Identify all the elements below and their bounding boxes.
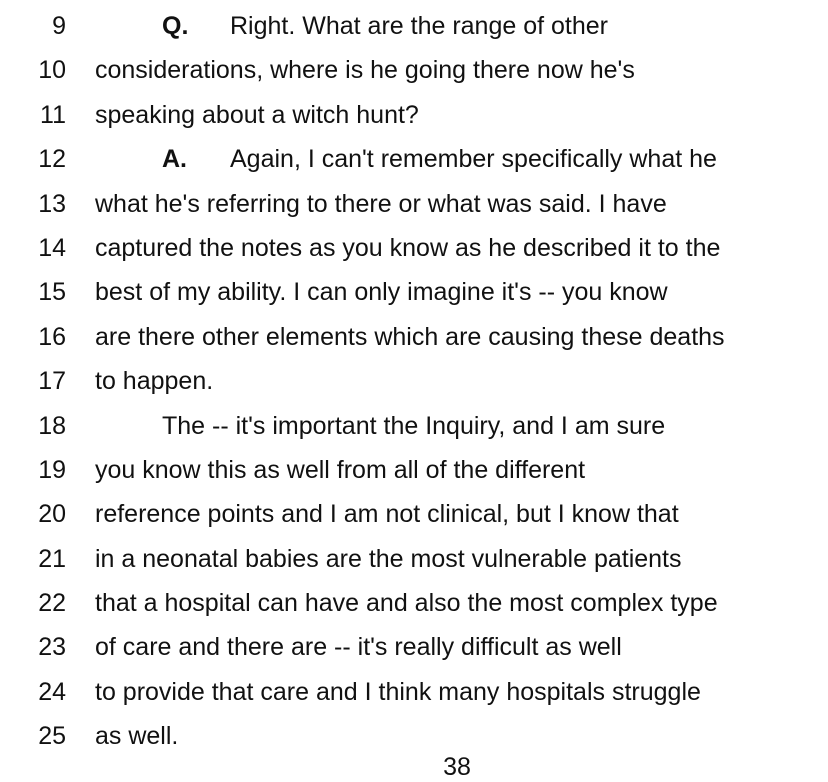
line-text <box>95 581 718 625</box>
line-content: of care and there are -- it's really difficult as well <box>95 633 622 662</box>
line-text <box>95 537 682 581</box>
line-text <box>162 4 608 48</box>
speaker-label: Q. <box>162 12 189 40</box>
line-text <box>95 448 585 492</box>
line-text <box>95 492 679 536</box>
transcript-line <box>0 226 828 270</box>
line-number: 17 <box>38 367 66 396</box>
transcript-line <box>0 270 828 314</box>
line-text <box>95 270 668 314</box>
line-number: 22 <box>38 589 66 618</box>
line-number: 18 <box>38 411 66 440</box>
line-number: 13 <box>38 189 66 218</box>
line-number: 10 <box>38 56 66 85</box>
transcript-line <box>0 315 828 359</box>
line-number: 16 <box>38 322 66 351</box>
line-content: considerations, where is he going there now he's <box>95 56 635 85</box>
line-content: Again, I can't remember specifically what he <box>230 145 717 174</box>
page-number: 38 <box>443 753 471 781</box>
transcript-line <box>0 670 828 714</box>
transcript-lines <box>0 4 828 759</box>
speaker-label: A. <box>162 145 187 174</box>
transcript-line <box>0 448 828 492</box>
line-content: to provide that care and I think many hospitals struggle <box>95 677 701 706</box>
line-content: that a hospital can have and also the most complex type <box>95 589 718 618</box>
transcript-line <box>0 48 828 92</box>
line-content: in a neonatal babies are the most vulnerable patients <box>95 544 682 573</box>
line-text <box>95 670 701 714</box>
line-number: 11 <box>40 100 66 129</box>
line-text <box>95 625 622 669</box>
line-text <box>95 182 667 226</box>
line-number: 23 <box>38 633 66 662</box>
transcript-line <box>0 537 828 581</box>
line-content: best of my ability. I can only imagine it's -- you know <box>95 278 668 307</box>
line-content: The -- it's important the Inquiry, and I am sure <box>162 411 666 440</box>
line-content: are there other elements which are causing these deaths <box>95 322 725 351</box>
line-number: 21 <box>38 544 66 573</box>
transcript-line <box>0 137 828 181</box>
transcript-line <box>0 359 828 403</box>
line-number: 15 <box>38 278 66 307</box>
line-number: 25 <box>38 722 66 751</box>
line-number: 9 <box>52 12 66 40</box>
line-content: to happen. <box>95 367 214 396</box>
transcript-line <box>0 404 828 448</box>
line-content: speaking about a witch hunt? <box>95 100 419 129</box>
line-content: as well. <box>95 722 179 751</box>
line-number: 24 <box>38 677 66 706</box>
line-text <box>162 404 665 448</box>
line-content: Right. What are the range of other <box>230 12 608 40</box>
line-text <box>95 48 635 92</box>
line-number: 12 <box>38 145 66 174</box>
line-text <box>95 359 213 403</box>
line-number: 19 <box>38 455 66 484</box>
line-text <box>95 226 720 270</box>
transcript-line <box>0 581 828 625</box>
transcript-line <box>0 492 828 536</box>
line-text <box>162 137 717 181</box>
line-content: reference points and I am not clinical, but I know that <box>95 500 679 529</box>
transcript-line <box>0 4 828 48</box>
line-content: you know this as well from all of the different <box>95 455 586 484</box>
line-content: what he's referring to there or what was said. I have <box>95 189 667 218</box>
transcript-line <box>0 625 828 669</box>
line-number: 14 <box>38 233 66 262</box>
line-text <box>95 315 725 359</box>
line-number: 20 <box>38 500 66 529</box>
line-text <box>95 93 419 137</box>
transcript-line <box>0 93 828 137</box>
line-content: captured the notes as you know as he described it to the <box>95 233 721 262</box>
transcript-line <box>0 182 828 226</box>
